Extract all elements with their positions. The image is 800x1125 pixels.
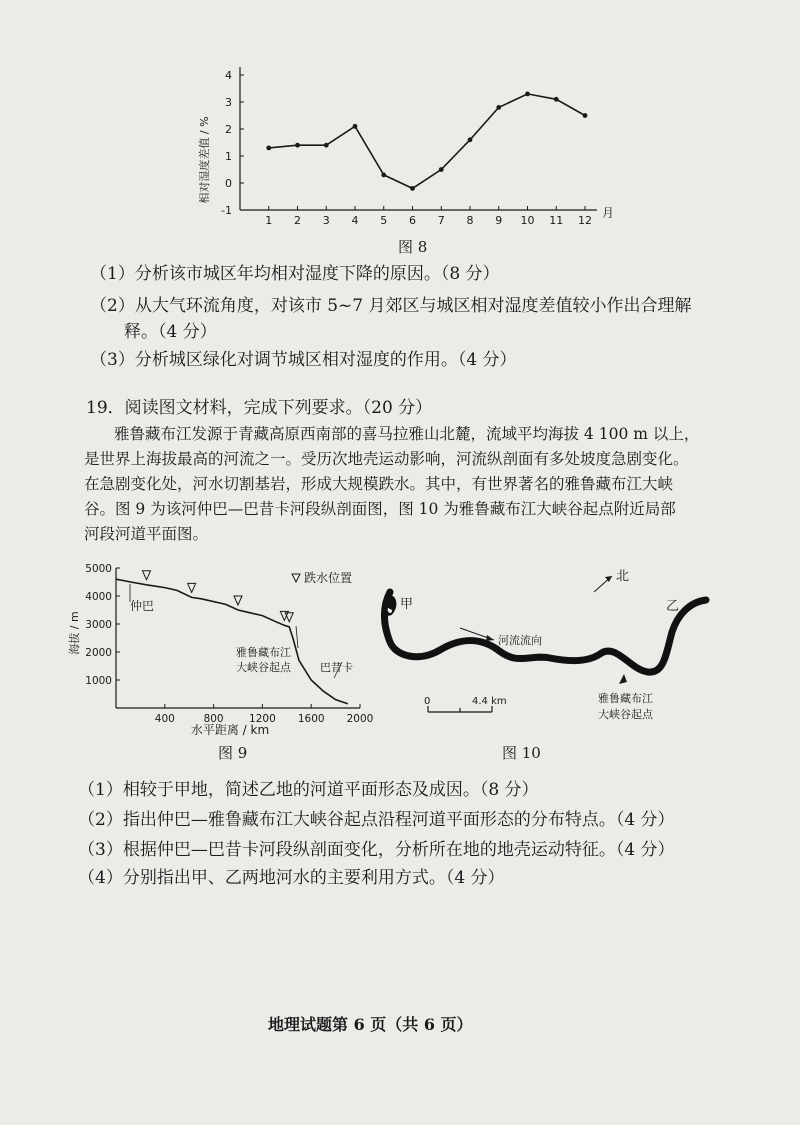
page-footer: 地理试题第 6 页（共 6 页）	[268, 1015, 473, 1034]
fig8-x-tick-label: 5	[380, 214, 388, 227]
fig9-x-tick-label: 400	[154, 713, 175, 725]
q19-material-line-2: 是世界上海拔最高的河流之一。受历次地壳运动影响，河流纵剖面有多处坡度急剧变化。	[84, 450, 689, 468]
q19-material-line-1: 雅鲁藏布江发源于青藏高原西南部的喜马拉雅山北麓，流域平均海拔 4 100 m 以上，	[114, 425, 700, 443]
fig10-scale-zero: 0	[424, 696, 431, 707]
fig10-canyon-label-2: 大峡谷起点	[598, 708, 653, 721]
fig10-scale-length: 4.4 km	[472, 696, 507, 707]
q19-header: 19．阅读图文材料，完成下列要求。（20 分）	[86, 398, 433, 418]
fig8-y-tick-label: 0	[225, 177, 232, 190]
fig9-waterfall-markers	[143, 571, 294, 622]
fig8-series-line	[269, 94, 585, 188]
q19-material	[84, 422, 724, 547]
q19-item-2: （2）指出仲巴—雅鲁藏布江大峡谷起点沿程河道平面形态的分布特点。（4 分）	[78, 810, 675, 830]
fig9-waterfall-icon	[188, 583, 196, 592]
fig8-y-tick-label: 2	[225, 123, 232, 136]
fig9-chart	[70, 558, 390, 758]
fig8-x-tick-label: 6	[409, 214, 416, 227]
fig9-y-tick-label: 2000	[85, 647, 112, 659]
fig9-x-tick-label: 800	[203, 713, 224, 725]
fig9-y-tick-label: 3000	[85, 619, 112, 631]
fig9-x-tick-label: 1600	[297, 713, 325, 725]
fig8-chart	[200, 60, 620, 235]
fig8-point	[554, 97, 559, 102]
fig9-label-canyon-1: 雅鲁藏布江	[236, 646, 291, 659]
fig9-caption: 图 9	[218, 744, 248, 762]
fig8-point	[468, 137, 473, 142]
fig9-label-canyon-2: 大峡谷起点	[236, 661, 291, 674]
q19-item-4: （4）分别指出甲、乙两地河水的主要利用方式。（4 分）	[78, 868, 505, 888]
fig8-points	[266, 92, 587, 191]
fig9-legend-label: 跌水位置	[304, 571, 353, 585]
q19-item-3: （3）根据仲巴—巴昔卡河段纵剖面变化，分析所在地的地壳运动特征。（4 分）	[78, 840, 675, 860]
fig8-point	[266, 146, 271, 151]
fig10-map	[380, 562, 720, 742]
fig8-caption: 图 8	[398, 238, 428, 256]
fig8-ylabel: 相对湿度差值 / %	[198, 116, 211, 204]
fig10-flow-label: 河流流向	[498, 634, 542, 647]
fig8-x-tick-label: 3	[322, 214, 330, 227]
fig8-x-tick-label: 2	[294, 214, 301, 227]
fig8-x-tick-label: 11	[549, 214, 564, 227]
fig8-point	[496, 105, 501, 110]
fig9-x-tick-label: 2000	[346, 713, 374, 725]
fig8-x-tick-label: 8	[466, 214, 474, 227]
fig9-x-tick-label: 1200	[249, 713, 276, 725]
fig8-point	[295, 143, 300, 148]
fig9-y-tick-label: 4000	[85, 591, 112, 603]
fig9-waterfall-icon	[285, 613, 293, 622]
fig9-axes	[85, 563, 373, 725]
fig9-legend-marker-icon	[292, 574, 300, 582]
q19-item-1: （1）相较于甲地，简述乙地的河道平面形态及成因。（8 分）	[78, 780, 539, 800]
fig10-label-jia: 甲	[400, 597, 414, 612]
fig8-point	[410, 186, 415, 191]
fig8-x-tick-label: 7	[437, 214, 445, 227]
fig8-x-tick-label: 4	[351, 214, 359, 227]
q19-material-line-4: 谷。图 9 为该河仲巴—巴昔卡河段纵剖面图，图 10 为雅鲁藏布江大峡谷起点附近局部	[84, 500, 676, 518]
q18-item-2-cont: 释。（4 分）	[124, 322, 217, 342]
q18-item-2: （2）从大气环流角度，对该市 5~7 月郊区与城区相对湿度差值较小作出合理解	[90, 296, 692, 316]
fig8-x-tick-label: 12	[578, 214, 592, 227]
fig9-y-tick-label: 1000	[85, 675, 112, 687]
fig8-x-tick-label: 10	[520, 214, 535, 227]
fig8-point	[324, 143, 329, 148]
fig9-ylabel: 海拔 / m	[68, 611, 81, 655]
fig8-point	[381, 173, 386, 178]
fig8-x-tick-label: 1	[265, 214, 273, 227]
fig8-y-tick-label: -1	[221, 204, 232, 217]
fig10-canyon-marker-icon	[619, 674, 627, 684]
fig9-label-baxika: 巴昔卡	[320, 661, 353, 674]
fig9-y-tick-label: 5000	[85, 563, 112, 575]
fig9-label-zhongba: 仲巴	[130, 599, 155, 613]
fig10-flow-arrowhead-icon	[486, 635, 494, 641]
fig8-point	[583, 113, 588, 118]
fig8-xunit: 月	[602, 206, 615, 220]
fig8-y-tick-label: 1	[225, 150, 232, 163]
fig10-label-yi: 乙	[666, 599, 680, 614]
fig10-north-label: 北	[616, 569, 630, 584]
fig10-river	[385, 592, 706, 672]
fig9-profile-line	[116, 579, 348, 704]
fig8-x-tick-label: 9	[495, 214, 503, 227]
fig8-point	[353, 124, 358, 129]
fig9-canyon-leader	[296, 626, 298, 648]
fig8-point	[525, 92, 530, 97]
q19-material-line-5: 河段河道平面图。	[84, 525, 209, 543]
fig8-y-tick-label: 4	[225, 69, 232, 82]
fig8-point	[439, 167, 444, 172]
fig9-waterfall-icon	[143, 571, 151, 580]
fig10-canyon-label-1: 雅鲁藏布江	[598, 692, 653, 705]
fig8-y-tick-label: 3	[225, 96, 232, 109]
q18-item-1: （1）分析该市城区年均相对湿度下降的原因。（8 分）	[90, 264, 500, 284]
q19-material-line-3: 在急剧变化处，河水切割基岩，形成大规模跌水。其中，有世界著名的雅鲁藏布江大峡	[84, 475, 674, 493]
fig10-caption: 图 10	[502, 744, 541, 762]
q18-item-3: （3）分析城区绿化对调节城区相对湿度的作用。（4 分）	[90, 350, 517, 370]
fig9-xlabel: 水平距离 / km	[190, 723, 270, 737]
fig9-waterfall-icon	[234, 596, 242, 605]
